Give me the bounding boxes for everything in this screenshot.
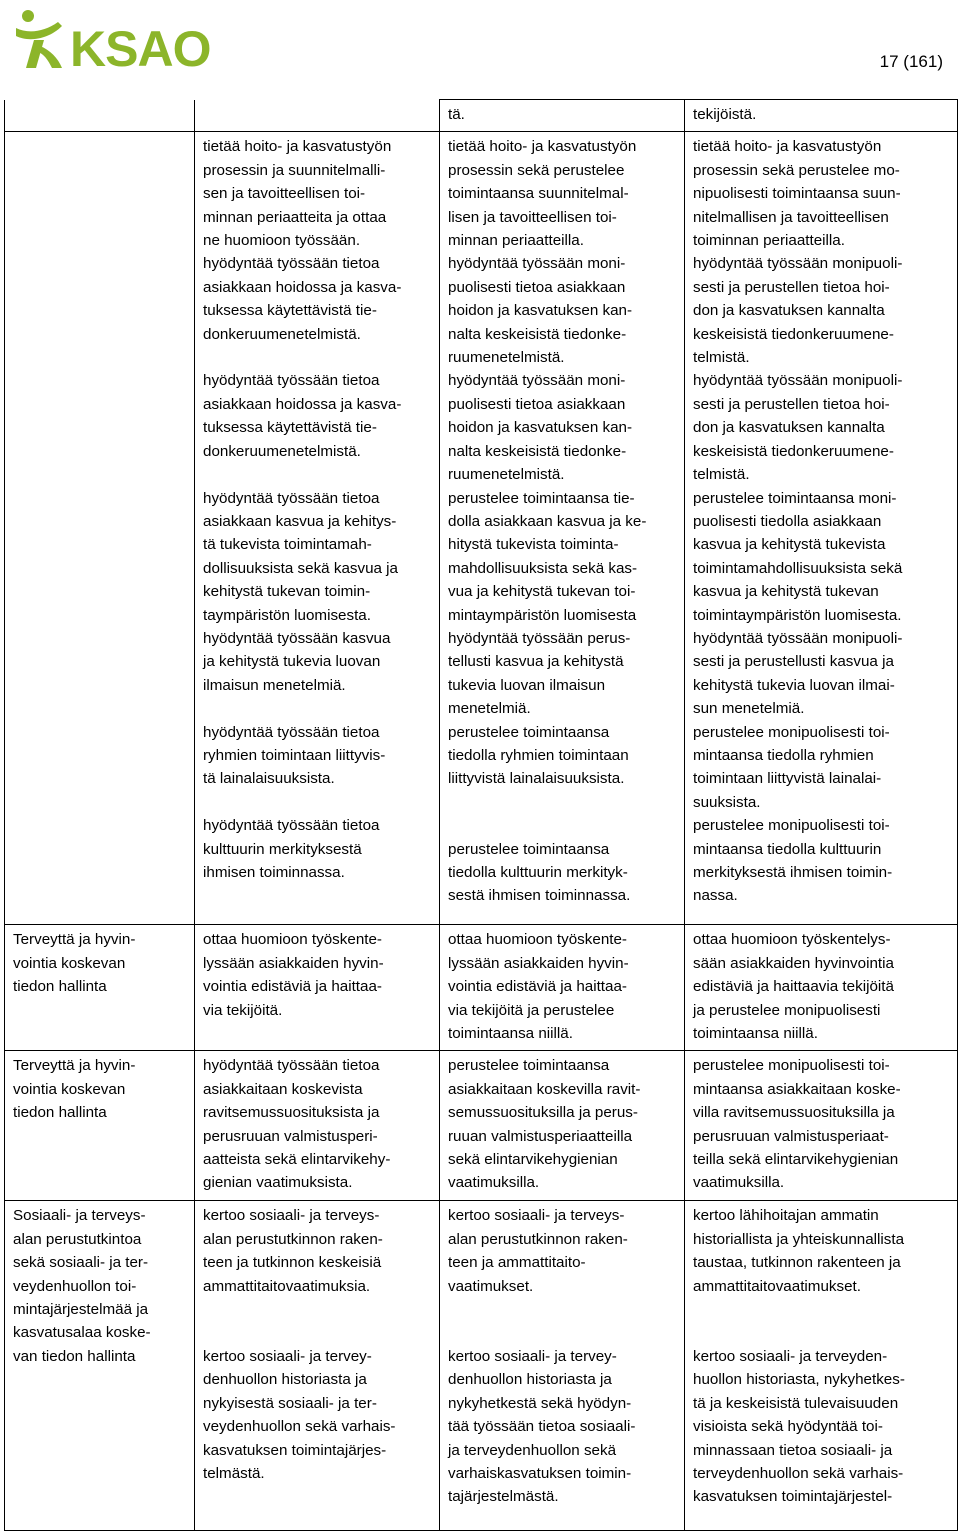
criteria-text: kertoo lähihoitajan ammatin historiallista ja yhteiskunnallista taustaa, tutkinnon rakenteen ja ammattitaitovaatimukset. kertoo sosiaali- ja terveyden- huollon historiasta, nykyhetkes- tä ja keskeisistä tulevaisuuden visioista sekä hyödyntää toi- minnassaan tietoa sosiaali- ja terveydenhuollon sekä varhais- kasvatuksen toimintajärjestel-: [693, 1207, 905, 1506]
level-2-cell: [440, 1201, 685, 1531]
level-1-cell: [195, 1051, 440, 1201]
ksao-logo: [14, 6, 258, 72]
criteria-text: tietää hoito- ja kasvatustyön prosessin sekä perustelee mo- nipuolisesti toimintaansa suun- nitelmallisen ja tavoitteellisen toiminnan periaatteilla. hyödyntää työssään monipuoli- sesti ja perustellen tietoa hoi- don ja kasvatuksen kannalta keskeisistä tiedonkeruumene- telmistä. hyödyntää työssään monipuoli- sesti ja perustellen tietoa hoi- don ja kasvatuksen kannalta keskeisistä tiedonkeruumene- telmistä. perustelee toimintaansa moni- puolisesti tiedolla asiakkaan kasvua ja kehitystä tukevista toimintamahdollisuuksista sekä kasvua ja kehitystä tukevan toimintaympäristön luomisesta. hyödyntää työssään monipuoli- sesti ja perustellusti kasvua ja kehitystä tukevia luovan ilmai- sun menetelmiä. perustelee monipuolisesti toi- mintaansa tiedolla ryhmien toimintaan liittyvistä lainalai- suuksista. perustelee monipuolisesti toi- mintaansa tiedolla kulttuurin merkityksestä ihmisen toimin- nassa.: [693, 138, 903, 905]
criteria-text: perustelee toimintaansa asiakkaitaan koskevilla ravit- semussuosituksilla ja perus- ruuan valmistusperiaatteilla sekä elintarvikehygienian vaatimuksilla.: [448, 1057, 641, 1192]
level-3-cell: [685, 132, 958, 925]
logo-text: KSAO: [70, 21, 211, 72]
table-row: [5, 132, 958, 925]
area-text: Terveyttä ja hyvin- vointia koskevan tiedon hallinta: [13, 931, 136, 996]
level-1-cell: [195, 1201, 440, 1531]
area-cell: [5, 1201, 195, 1531]
assessment-criteria-table: [4, 99, 958, 1531]
area-cell: [5, 1051, 195, 1201]
area-text: Sosiaali- ja terveys- alan perustutkintoa sekä sosiaali- ja ter- veydenhuollon toi- mintajärjestelmää ja kasvatusalaa koske- van tiedon hallinta: [13, 1207, 151, 1365]
page-number: 17 (161): [879, 52, 943, 71]
area-text: Terveyttä ja hyvin- vointia koskevan tiedon hallinta: [13, 1057, 136, 1122]
criteria-text: tietää hoito- ja kasvatustyön prosessin ja suunnitelmalli- sen ja tavoitteellisen toi- minnan periaatteita ja ottaa ne huomioon työssään. hyödyntää työssään tietoa asiakkaan hoidossa ja kasva- tuksessa käytettävistä tie- donkeruumenetelmistä. hyödyntää työssään tietoa asiakkaan hoidossa ja kasva- tuksessa käytettävistä tie- donkeruumenetelmistä. hyödyntää työssään tietoa asiakkaan kasvua ja kehitys- tä tukevista toimintamah- dollisuuksista sekä kasvua ja kehitystä tukevan toimin- taympäristön luomisesta. hyödyntää työssään kasvua ja kehitystä tukevia luovan ilmaisun menetelmiä. hyödyntää työssään tietoa ryhmien toimintaan liittyvis- tä lainalaisuuksista. hyödyntää työssään tietoa kulttuurin merkityksestä ihmisen toiminnassa.: [203, 138, 402, 881]
table-row: [5, 925, 958, 1051]
level-1-cell: [195, 132, 440, 925]
table-row: [5, 1051, 958, 1201]
level-3-cell: [685, 1051, 958, 1201]
criteria-text: kertoo sosiaali- ja terveys- alan perustutkinnon raken- teen ja ammattitaito- vaatimukset. kertoo sosiaali- ja tervey- denhuollon historiasta ja nykyhetkestä sekä hyödyn- tää työssään tietoa sosiaali- ja terveydenhuollon sekä varhaiskasvatuksen toimin- tajärjestelmästä.: [448, 1207, 636, 1506]
table-cell-text: tekijöistä.: [693, 106, 757, 123]
criteria-text: ottaa huomioon työskentelys- sään asiakkaiden hyvinvointia edistäviä ja haittaavia tekijöitä ja perustelee monipuolisesti toimintaansa niillä.: [693, 931, 894, 1043]
table-cell: [440, 100, 685, 132]
criteria-text: perustelee monipuolisesti toi- mintaansa asiakkaitaan koske- villa ravitsemussuosituksilla ja perusruuan valmistusperiaat- teilla sekä elintarvikehygienian vaatimuksilla.: [693, 1057, 901, 1192]
level-3-cell: [685, 1201, 958, 1531]
table-row: [5, 1201, 958, 1531]
level-2-cell: [440, 132, 685, 925]
criteria-text: hyödyntää työssään tietoa asiakkaitaan koskevista ravitsemussuosituksista ja perusruuan valmistusperi- aatteista sekä elintarvikehy- gienian vaatimuksista.: [203, 1057, 391, 1192]
table-cell: [685, 100, 958, 132]
level-2-cell: [440, 925, 685, 1051]
criteria-text: ottaa huomioon työskente- lyssään asiakkaiden hyvin- vointia edistäviä ja haittaa- via tekijöitä.: [203, 931, 384, 1019]
area-cell: [5, 925, 195, 1051]
table-row-continuation: [5, 100, 958, 132]
table-cell-text: tä.: [448, 106, 465, 123]
table-cell: [195, 100, 440, 132]
area-cell: [5, 132, 195, 925]
criteria-text: ottaa huomioon työskente- lyssään asiakkaiden hyvin- vointia edistäviä ja haittaa- via tekijöitä ja perustelee toimintaansa niillä.: [448, 931, 629, 1043]
criteria-text: kertoo sosiaali- ja terveys- alan perustutkinnon raken- teen ja tutkinnon keskeisiä ammattitaitovaatimuksia. kertoo sosiaali- ja tervey- denhuollon historiasta ja nykyisestä sosiaali- ja ter- veydenhuollon sekä varhais- kasvatuksen toimintajärjes- telmästä.: [203, 1207, 396, 1482]
level-2-cell: [440, 1051, 685, 1201]
table-cell: [5, 100, 195, 132]
level-3-cell: [685, 925, 958, 1051]
level-1-cell: [195, 925, 440, 1051]
criteria-text: tietää hoito- ja kasvatustyön prosessin sekä perustelee toimintaansa suunnitelmal- lisen ja tavoitteellisen toi- minnan periaatteilla. hyödyntää työssään moni- puolisesti tietoa asiakkaan hoidon ja kasvatuksen kan- nalta keskeisistä tiedonke- ruumenetelmistä. hyödyntää työssään moni- puolisesti tietoa asiakkaan hoidon ja kasvatuksen kan- nalta keskeisistä tiedonke- ruumenetelmistä. perustelee toimintaansa tie- dolla asiakkaan kasvua ja ke- hitystä tukevista toiminta- mahdollisuuksista sekä kas- vua ja kehitystä tukevan toi- mintaympäristön luomisesta hyödyntää työssään perus- tellusti kasvua ja kehitystä tukevia luovan ilmaisun menetelmiä. perustelee toimintaansa tiedolla ryhmien toimintaan liittyvistä lainalaisuuksista. perustelee toimintaansa tiedolla kulttuurin merkityk- sestä ihmisen toiminnassa.: [448, 138, 647, 905]
